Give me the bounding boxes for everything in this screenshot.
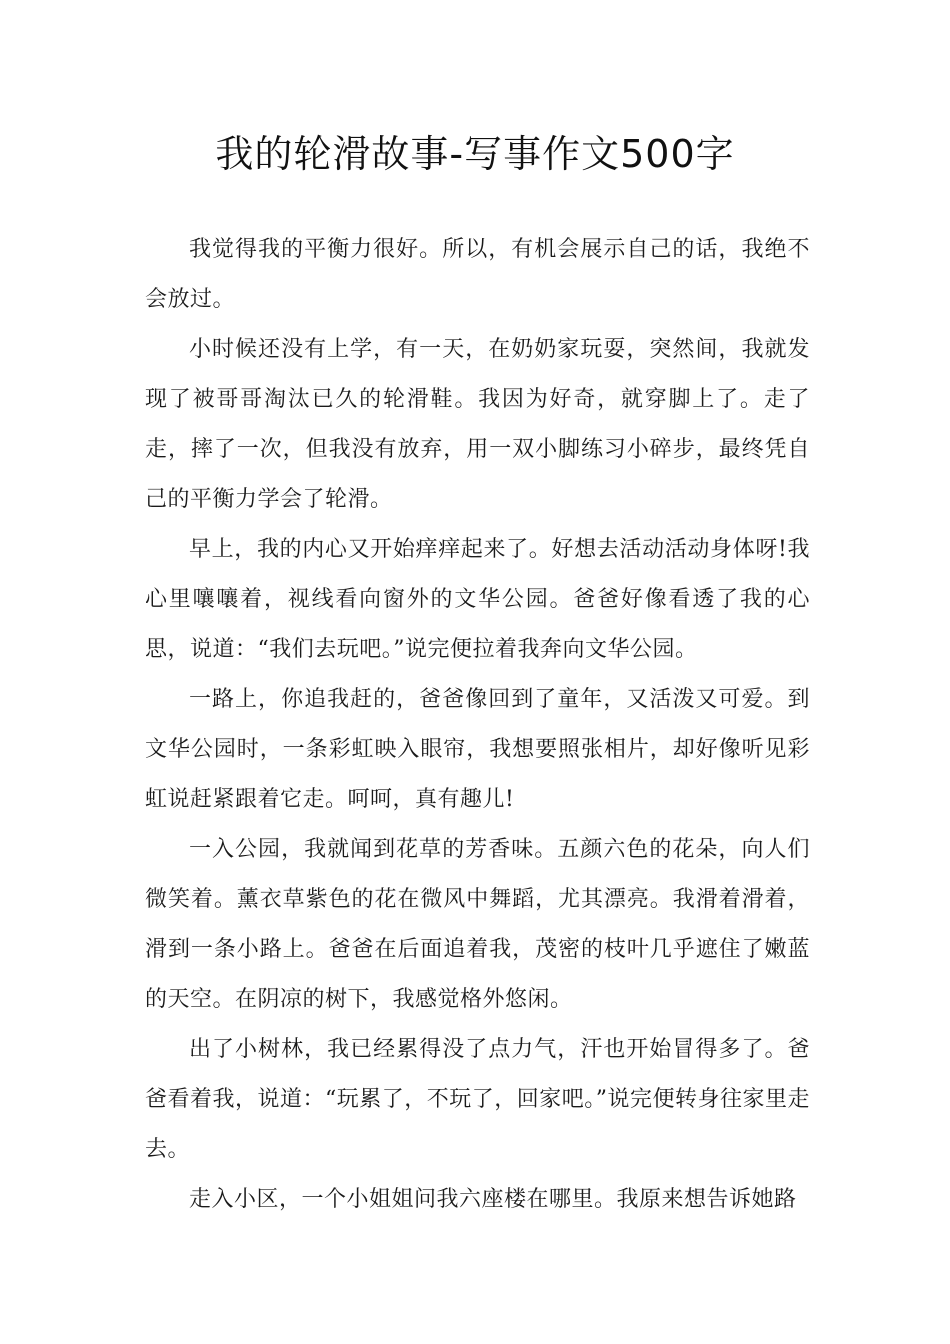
article-body (145, 225, 810, 1225)
paragraph: 小时候还没有上学，有一天，在奶奶家玩耍，突然间，我就发现了被哥哥淘汰已久的轮滑鞋。我因为好奇，就穿脚上了。走了走，摔了一次，但我没有放弃，用一双小脚练习小碎步，最终凭自己的平衡力学会了轮滑。 (145, 337, 810, 512)
paragraph: 走入小区，一个小姐姐问我六座楼在哪里。我原来想告诉她路 (189, 1187, 797, 1212)
page-title: 我的轮滑故事-写事作文500字 (215, 132, 735, 176)
paragraph: 一路上，你追我赶的，爸爸像回到了童年，又活泼又可爱。到文华公园时，一条彩虹映入眼帘，我想要照张相片，却好像听见彩虹说赶紧跟着它走。呵呵，真有趣儿! (145, 687, 810, 812)
paragraph: 我觉得我的平衡力很好。所以，有机会展示自己的话，我绝不会放过。 (145, 237, 810, 312)
paragraph: 出了小树林，我已经累得没了点力气，汗也开始冒得多了。爸爸看着我，说道：“玩累了，不玩了，回家吧。”说完便转身往家里走去。 (145, 1037, 810, 1162)
paragraph: 早上，我的内心又开始痒痒起来了。好想去活动活动身体呀!我心里嚷嚷着，视线看向窗外的文华公园。爸爸好像看透了我的心思，说道：“我们去玩吧。”说完便拉着我奔向文华公园。 (145, 537, 810, 662)
paragraph: 一入公园，我就闻到花草的芳香味。五颜六色的花朵，向人们微笑着。薰衣草紫色的花在微风中舞蹈，尤其漂亮。我滑着滑着，滑到一条小路上。爸爸在后面追着我，茂密的枝叶几乎遮住了嫩蓝的天空。在阴凉的树下，我感觉格外悠闲。 (145, 837, 810, 1012)
